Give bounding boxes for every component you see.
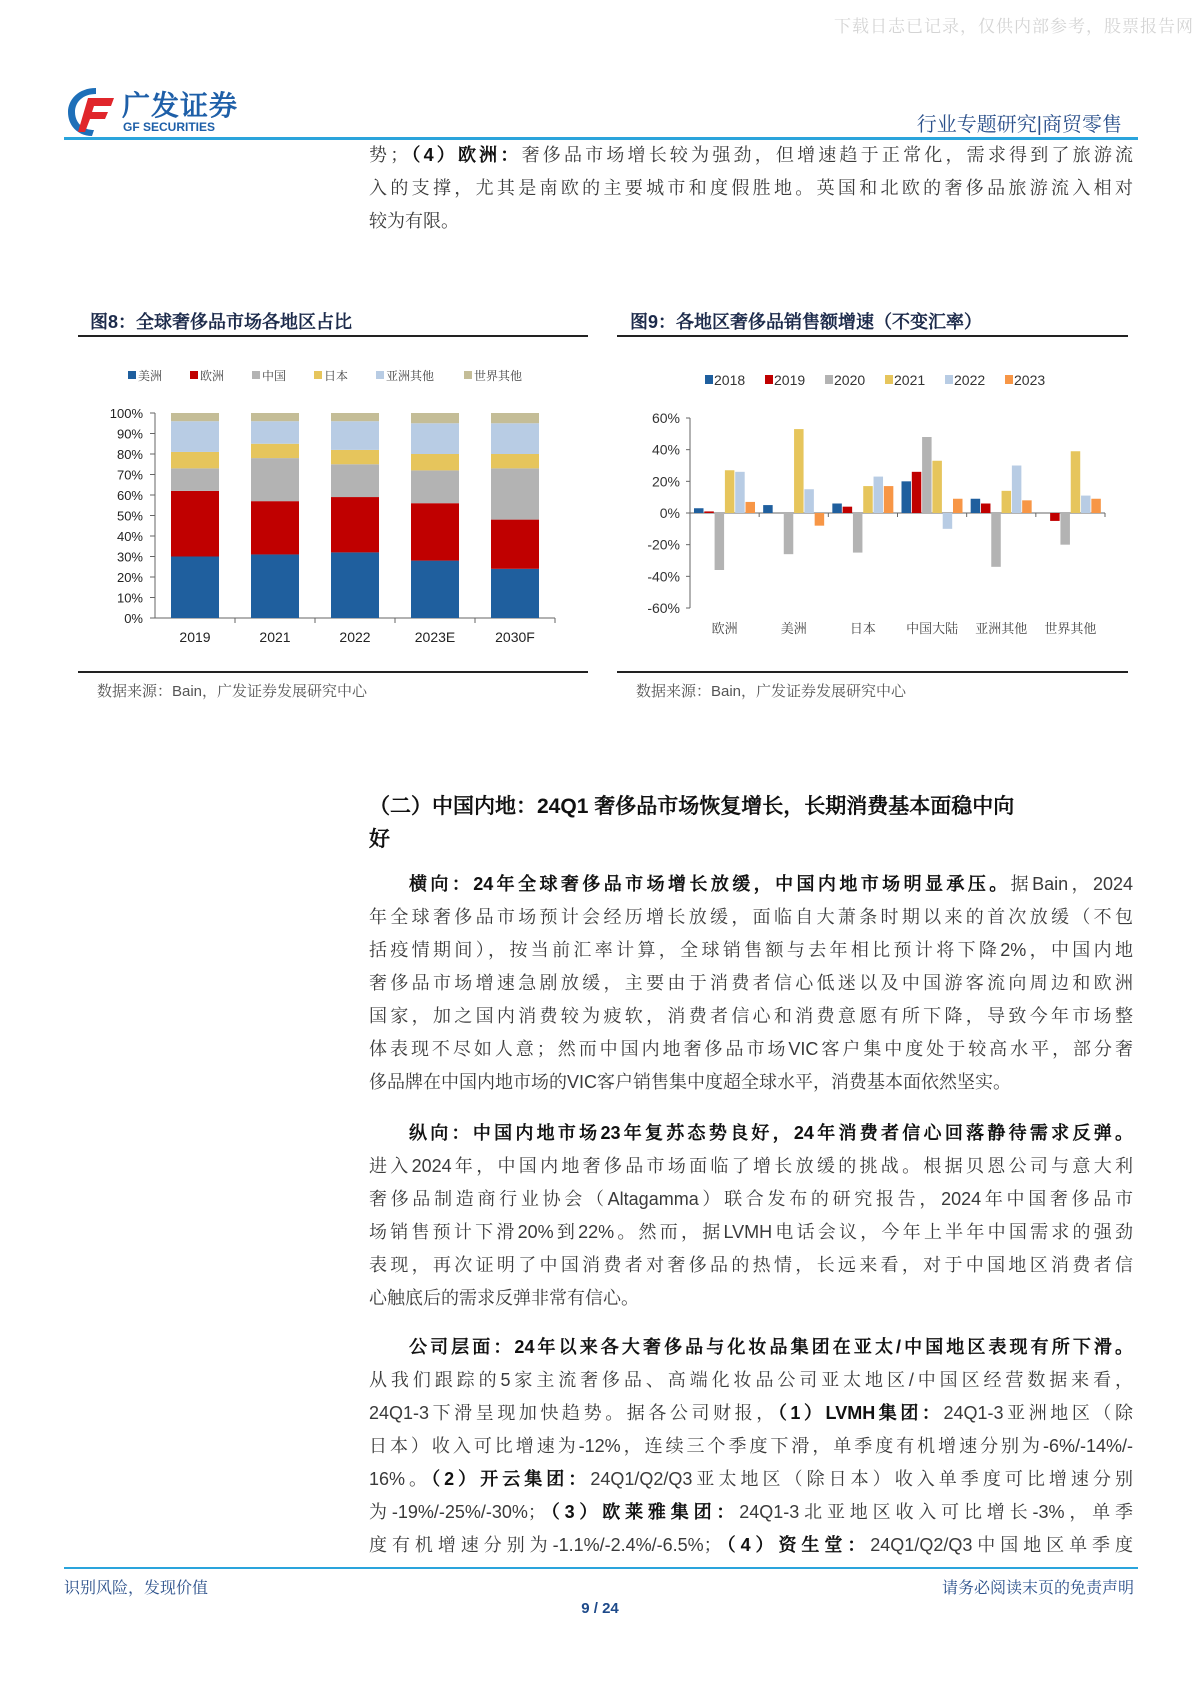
bar: [1060, 513, 1070, 545]
text-segment: 表现，再次证明了中国消费者对奢侈品的热情，长远来看，对于中国地区消费者信: [369, 1255, 1133, 1275]
text-line: [369, 1467, 1133, 1491]
bar: [971, 499, 981, 513]
legend-swatch: [376, 371, 384, 379]
text-segment: 侈品牌在中国内地市场的VIC客户销售集中度超全球水平，消费基本面依然坚实。: [369, 1072, 1012, 1092]
bar: [843, 507, 853, 513]
text-line: [369, 1037, 1133, 1061]
legend-swatch: [128, 371, 136, 379]
gf-logo: [66, 84, 256, 138]
bar: [1050, 513, 1060, 521]
text-segment: 心触底后的需求反弹非常有信心。: [369, 1288, 639, 1308]
bar-segment: [171, 413, 219, 421]
y-tick-label: -20%: [647, 536, 680, 553]
y-tick-label: 10%: [116, 590, 143, 606]
text-segment: 日本）收入可比增速为-12%，连续三个季度下滑，单季度有机增速分别为-6%/-14%/-: [369, 1436, 1133, 1456]
text-segment: 奢侈品制造商行业协会（Altagamma）联合发布的研究报告，2024年中国奢侈品市: [369, 1189, 1133, 1209]
legend-label: 中国: [262, 369, 287, 383]
legend-label: 2020: [834, 372, 866, 388]
bar-segment: [411, 561, 459, 618]
fig9-source-rule: [617, 671, 1128, 673]
bar-segment: [251, 421, 299, 444]
text-segment: 年全球奢侈品市场预计会经历增长放缓，面临自大萧条时期以来的首次放缓（不包: [369, 907, 1133, 927]
text-line: [369, 1004, 1133, 1028]
bar: [922, 437, 932, 513]
legend-swatch: [252, 371, 260, 379]
bar: [912, 472, 922, 513]
legend-swatch: [705, 375, 713, 384]
bold-text: （4）资生堂：: [721, 1535, 871, 1555]
page-number: 9 / 24: [581, 1600, 619, 1617]
footer-slogan: 识别风险，发现价值: [64, 1580, 209, 1597]
legend-label: 欧洲: [200, 369, 225, 383]
y-tick-label: -60%: [647, 600, 680, 616]
x-tick-label: 2030F: [495, 629, 535, 645]
y-tick-label: 100%: [109, 406, 143, 421]
bar: [715, 513, 725, 570]
legend-label: 2019: [774, 372, 806, 388]
bar-segment: [411, 413, 459, 423]
text-line: [369, 143, 1133, 167]
text-line: [369, 1533, 1133, 1557]
logo-cn: 广发证券: [122, 90, 239, 121]
bar-segment: [251, 501, 299, 554]
text-segment: 从我们跟踪的5家主流奢侈品、高端化妆品公司亚太地区/中国区经营数据来看，: [369, 1370, 1133, 1390]
text-segment: 较为有限。: [369, 211, 459, 231]
text-segment: 24Q1-3亚洲地区（除: [943, 1403, 1133, 1423]
bar-segment: [171, 557, 219, 619]
y-tick-label: 50%: [116, 508, 143, 524]
y-tick-label: 60%: [116, 488, 143, 503]
y-tick-label: -40%: [647, 568, 680, 585]
bar: [1022, 500, 1032, 513]
y-tick-label: 0%: [124, 611, 143, 626]
text-segment: 为-19%/-25%/-30%；: [369, 1502, 546, 1522]
bar: [853, 513, 863, 553]
text-segment: 24Q1/Q2/Q3亚太地区（除日本）收入单季度可比增速分别: [590, 1469, 1133, 1489]
legend-label: 日本: [324, 369, 349, 383]
bar-segment: [331, 464, 379, 497]
text-segment: 奢侈品市场增长较为强劲，但增速趋于正常化，需求得到了旅游流: [521, 145, 1134, 165]
fig9-title: 图9：各地区奢侈品销售额增速（不变汇率）: [630, 312, 983, 332]
y-tick-label: 30%: [116, 549, 143, 565]
bar-segment: [171, 468, 219, 491]
text-line: [369, 176, 1133, 200]
section-title-line1: （二）中国内地：24Q1 奢侈品市场恢复增长，长期消费基本面稳中向: [369, 795, 1015, 818]
text-line: [369, 1121, 1133, 1145]
text-segment: 入的支撑，尤其是南欧的主要城市和度假胜地。英国和北欧的奢侈品旅游流入相对: [369, 178, 1133, 198]
bar-segment: [171, 421, 219, 452]
bar-segment: [491, 520, 539, 569]
text-segment: 24Q1-3北亚地区收入可比增长-3%，单季: [739, 1502, 1133, 1522]
bar-segment: [411, 470, 459, 503]
fig8-source: 数据来源：Bain，广发证券发展研究中心: [97, 683, 368, 700]
bar: [763, 505, 773, 513]
text-line: [369, 971, 1133, 995]
x-tick-label: 欧洲: [711, 621, 738, 636]
fig8-source-rule: [78, 671, 588, 673]
text-segment: 括疫情期间），按当前汇率计算，全球销售额与去年相比预计将下降2%，中国内地: [369, 940, 1133, 960]
text-line: [369, 1187, 1133, 1211]
bar-segment: [411, 423, 459, 454]
section-title-line2: 好: [369, 828, 390, 851]
legend-swatch: [825, 375, 833, 384]
bar: [804, 489, 814, 513]
legend-label: 世界其他: [474, 369, 523, 383]
x-tick-label: 2022: [339, 629, 371, 645]
fig9-chart: [620, 355, 1130, 655]
bar-segment: [251, 444, 299, 458]
y-tick-label: 60%: [651, 410, 680, 426]
bar-segment: [331, 450, 379, 464]
text-line: [369, 1368, 1133, 1392]
bar-segment: [411, 454, 459, 470]
x-tick-label: 2019: [179, 629, 211, 645]
fig9-title-rule: [617, 335, 1128, 337]
x-tick-label: 2021: [259, 629, 291, 645]
bar: [694, 508, 704, 513]
bold-text: 纵向：中国内地市场23年复苏态势良好，24年消费者信心回落静待需求反弹。: [409, 1123, 1133, 1143]
bar: [884, 486, 894, 513]
text-segment: 奢侈品市场增速急剧放缓，主要由于消费者信心低迷以及中国游客流向周边和欧洲: [369, 973, 1133, 993]
header-rule: [64, 137, 1138, 140]
text-segment: 24Q1/Q2/Q3中国地区单季度: [870, 1535, 1133, 1555]
bar-segment: [331, 413, 379, 421]
bar: [874, 477, 884, 513]
legend-swatch: [190, 371, 198, 379]
bar: [943, 513, 953, 529]
bar-segment: [331, 421, 379, 450]
bar-segment: [491, 468, 539, 519]
legend-swatch: [945, 375, 953, 384]
bold-text: （3）欧莱雅集团：: [545, 1502, 740, 1522]
y-tick-label: 20%: [116, 570, 143, 585]
bar: [725, 470, 735, 513]
fig8-title-rule: [78, 335, 588, 337]
bar: [863, 486, 873, 513]
y-tick-label: 40%: [651, 441, 680, 458]
bar: [815, 513, 825, 526]
bold-text: （2）开云集团：: [431, 1469, 591, 1489]
legend-swatch: [464, 371, 472, 379]
y-tick-label: 80%: [116, 447, 143, 462]
text-line: [369, 938, 1133, 962]
bar-segment: [171, 452, 219, 468]
text-line: [369, 1401, 1133, 1425]
text-segment: 进入2024年，中国内地奢侈品市场面临了增长放缓的挑战。根据贝恩公司与意大利: [369, 1156, 1133, 1176]
y-tick-label: 90%: [116, 426, 143, 442]
bar-segment: [251, 413, 299, 421]
bar: [1002, 491, 1012, 513]
legend-swatch: [885, 375, 893, 384]
text-line: [369, 1335, 1133, 1359]
bar-segment: [491, 454, 539, 468]
bold-text: （1）LVMH集团：: [777, 1403, 944, 1423]
bar: [932, 461, 942, 513]
bar: [735, 472, 745, 513]
legend-label: 亚洲其他: [386, 369, 435, 383]
text-segment: 16%。: [369, 1469, 432, 1489]
bar: [981, 504, 991, 514]
bar: [991, 513, 1001, 567]
x-tick-label: 日本: [849, 621, 876, 636]
text-segment: 国家，加之国内消费较为疲软，消费者信心和消费意愿有所下降，导致今年市场整: [369, 1006, 1133, 1026]
y-tick-label: 70%: [116, 467, 143, 483]
text-segment: 24Q1-3下滑呈现加快趋势。据各公司财报，: [369, 1403, 778, 1423]
bar: [794, 429, 804, 513]
text-segment: 体表现不尽如人意；然而中国内地奢侈品市场VIC客户集中度处于较高水平，部分奢: [369, 1039, 1133, 1059]
text-line: [369, 872, 1133, 896]
bar: [1081, 496, 1091, 513]
text-line: [369, 905, 1133, 929]
y-tick-label: 20%: [651, 473, 680, 490]
legend-label: 2021: [894, 372, 926, 388]
bar-segment: [251, 554, 299, 618]
text-segment: 场销售预计下滑20%到22%。然而，据LVMH电话会议，今年上半年中国需求的强劲: [369, 1222, 1133, 1242]
bar: [784, 513, 794, 554]
legend-swatch: [314, 371, 322, 379]
bar: [953, 499, 963, 513]
text-line: [369, 1220, 1133, 1244]
fig8-chart: [80, 355, 580, 660]
x-tick-label: 亚洲其他: [975, 621, 1028, 636]
y-tick-label: 0%: [659, 505, 680, 521]
text-line: [369, 1286, 1133, 1310]
x-tick-label: 2023E: [414, 629, 456, 645]
bar: [1091, 499, 1101, 513]
bar-segment: [331, 497, 379, 552]
legend-label: 2023: [1014, 372, 1046, 388]
bar: [746, 502, 756, 513]
gf-logo-icon: [66, 84, 118, 138]
text-line: [369, 1500, 1133, 1524]
text-line: [369, 209, 1133, 233]
text-line: [369, 1253, 1133, 1277]
text-segment: 势；: [369, 145, 409, 165]
text-segment: 据Bain，2024: [1010, 874, 1133, 894]
y-tick-label: 40%: [116, 529, 143, 544]
bar: [1071, 451, 1081, 513]
legend-label: 2018: [714, 372, 746, 388]
bar-segment: [171, 491, 219, 557]
legend-label: 2022: [954, 372, 986, 388]
bar-segment: [491, 569, 539, 618]
text-line: [369, 1070, 1133, 1094]
legend-swatch: [765, 375, 773, 384]
text-line: [369, 1154, 1133, 1178]
text-line: [369, 1434, 1133, 1458]
text-segment: 度有机增速分别为-1.1%/-2.4%/-6.5%；: [369, 1535, 722, 1555]
bar: [704, 511, 714, 513]
logo-en: GF SECURITIES: [123, 120, 216, 134]
bar: [902, 481, 912, 513]
x-tick-label: 世界其他: [1044, 621, 1097, 636]
bold-text: 横向：24年全球奢侈品市场增长放缓，中国内地市场明显承压。: [409, 874, 1011, 894]
bar-segment: [251, 458, 299, 501]
x-tick-label: 美洲: [780, 621, 807, 636]
footer-disclaimer[interactable]: 请务必阅读末页的免责声明: [941, 1580, 1134, 1597]
bold-text: 公司层面：24年以来各大奢侈品与化妆品集团在亚太/中国地区表现有所下滑。: [409, 1337, 1133, 1357]
bar-segment: [491, 413, 539, 423]
legend-swatch: [1005, 375, 1013, 384]
bar-segment: [411, 503, 459, 560]
fig8-title: 图8：全球奢侈品市场各地区占比: [90, 312, 353, 332]
report-category: 行业专题研究|商贸零售: [916, 114, 1122, 136]
footer-rule: [64, 1567, 1138, 1569]
bold-text: （4）欧洲：: [408, 145, 522, 165]
bar: [1012, 466, 1022, 514]
x-tick-label: 中国大陆: [906, 621, 959, 636]
legend-label: 美洲: [138, 369, 163, 383]
fig9-source: 数据来源：Bain，广发证券发展研究中心: [636, 683, 907, 700]
watermark: 下载日志已记录，仅供内部参考，股票报告网: [834, 17, 1194, 36]
bar: [832, 504, 842, 514]
bar-segment: [491, 423, 539, 454]
bar-segment: [331, 552, 379, 618]
